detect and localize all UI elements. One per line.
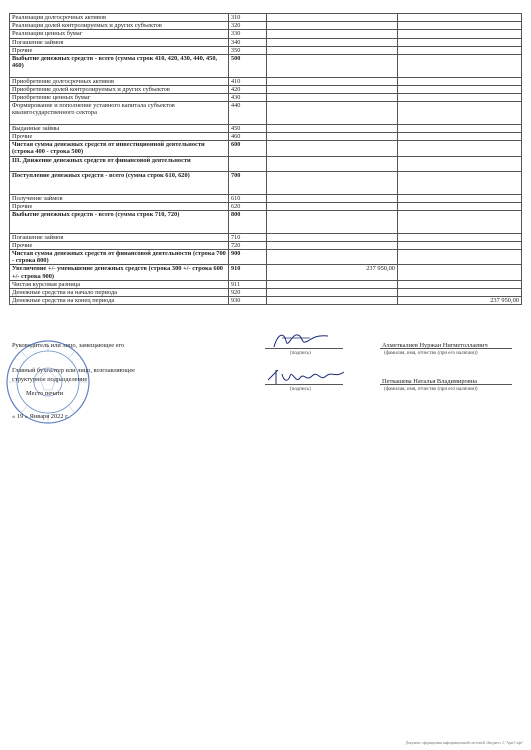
row-name: Погашение займов: [10, 38, 229, 46]
row-previous-value: [398, 172, 522, 195]
row-code: 930: [229, 297, 267, 305]
row-name: Прочие: [10, 202, 229, 210]
table-row: [10, 55, 522, 78]
row-name: Получение займов: [10, 194, 229, 202]
row-previous-value: [398, 202, 522, 210]
row-current-value: [267, 14, 398, 22]
row-previous-value: [398, 156, 522, 171]
row-code: 330: [229, 30, 267, 38]
table-row: [10, 156, 522, 171]
table-row: [10, 94, 522, 102]
row-code: 420: [229, 85, 267, 93]
row-previous-value: [398, 124, 522, 132]
row-current-value: [267, 211, 398, 234]
row-code: 720: [229, 241, 267, 249]
row-current-value: [267, 241, 398, 249]
row-name: Реализация ценных бумаг: [10, 30, 229, 38]
row-previous-value: [398, 141, 522, 156]
row-code: 320: [229, 22, 267, 30]
row-current-value: [267, 102, 398, 125]
table-row: [10, 202, 522, 210]
table-row: [10, 77, 522, 85]
row-name: Выданные займы: [10, 124, 229, 132]
row-name: Выбытие денежных средств - всего (сумма строк 410, 420, 430, 440, 450, 460): [10, 55, 229, 78]
row-current-value: [267, 46, 398, 54]
head-signature-caption: (подпись): [290, 351, 311, 356]
row-code: 620: [229, 202, 267, 210]
row-previous-value: [398, 133, 522, 141]
row-previous-value: [398, 250, 522, 265]
head-name: Ахметкалиев Нуржан Нигметоллаевич: [382, 342, 488, 349]
row-code: 800: [229, 211, 267, 234]
row-current-value: [267, 202, 398, 210]
row-name: Поступление денежных средств - всего (сумма строк 610, 620): [10, 172, 229, 195]
head-name-caption: (фамилия, имя, отчество (при его наличии)): [384, 351, 478, 356]
table-row: [10, 85, 522, 93]
row-code: 700: [229, 172, 267, 195]
row-name: III. Движение денежных средств от финансовой деятельности: [10, 156, 229, 171]
row-current-value: [267, 280, 398, 288]
row-current-value: [267, 194, 398, 202]
row-name: Приобретение долгосрочных активов: [10, 77, 229, 85]
row-current-value: [267, 124, 398, 132]
table-row: [10, 172, 522, 195]
row-code: 450: [229, 124, 267, 132]
table-row: [10, 265, 522, 280]
accountant-signature: [266, 366, 348, 388]
row-code: 410: [229, 77, 267, 85]
row-code: 500: [229, 55, 267, 78]
table-row: [10, 38, 522, 46]
row-code: 340: [229, 38, 267, 46]
row-previous-value: [398, 55, 522, 78]
table-row: [10, 30, 522, 38]
table-row: [10, 289, 522, 297]
row-code: 900: [229, 250, 267, 265]
head-title: Руководитель или лицо, замещающее его: [12, 342, 125, 349]
row-name: Чистая сумма денежных средств от финансовой деятельности (строка 700 - строка 800): [10, 250, 229, 265]
table-row: [10, 233, 522, 241]
row-previous-value: [398, 46, 522, 54]
table-body: [10, 14, 522, 305]
row-code: 460: [229, 133, 267, 141]
accountant-title-line1: Главный бухгалтер или лицо, возглавляющее: [12, 367, 136, 374]
head-signature: [270, 329, 332, 351]
table-row: [10, 280, 522, 288]
table-row: [10, 22, 522, 30]
row-previous-value: [398, 265, 522, 280]
row-current-value: [267, 172, 398, 195]
row-current-value: [267, 85, 398, 93]
row-current-value: [267, 133, 398, 141]
table-row: [10, 194, 522, 202]
table-row: [10, 141, 522, 156]
row-current-value: [267, 233, 398, 241]
row-name: Реализация долгосрочных активов: [10, 14, 229, 22]
row-previous-value: [398, 102, 522, 125]
row-name: Прочие: [10, 241, 229, 249]
table-row: [10, 102, 522, 125]
table-row: [10, 297, 522, 305]
row-current-value: [267, 289, 398, 297]
row-previous-value: [398, 233, 522, 241]
row-name: Приобретение ценных бумаг: [10, 94, 229, 102]
table-row: [10, 14, 522, 22]
row-current-value: [267, 250, 398, 265]
cash-flow-table: [9, 13, 522, 305]
row-previous-value: [398, 22, 522, 30]
row-previous-value: [398, 30, 522, 38]
row-previous-value: [398, 194, 522, 202]
row-previous-value: [398, 280, 522, 288]
row-code: 600: [229, 141, 267, 156]
row-name: Погашение займов: [10, 233, 229, 241]
row-name: Приобретение долей контролируемых и других субъектов: [10, 85, 229, 93]
row-name: Денежные средства на конец периода: [10, 297, 229, 305]
row-code: [229, 156, 267, 171]
accountant-signature-caption: (подпись): [290, 387, 311, 392]
table-row: [10, 211, 522, 234]
row-name: Прочие: [10, 46, 229, 54]
row-name: Чистая курсовая разница: [10, 280, 229, 288]
row-name: Увеличение +/- уменьшение денежных средств (строка 300 +/- строка 600 +/- строка 900): [10, 265, 229, 280]
row-name: Реализация долей контролируемых и других субъектов: [10, 22, 229, 30]
row-code: 440: [229, 102, 267, 125]
table-row: [10, 46, 522, 54]
row-previous-value: [398, 38, 522, 46]
row-previous-value: [398, 14, 522, 22]
row-name: Чистая сумма денежных средств от инвестиционной деятельности (строка 400 - строка 500): [10, 141, 229, 156]
row-name: Выбытие денежных средств - всего (сумма строк 710, 720): [10, 211, 229, 234]
stamp-place: Место печати: [26, 390, 64, 397]
row-code: 910: [229, 265, 267, 280]
row-current-value: [267, 22, 398, 30]
row-previous-value: [398, 85, 522, 93]
row-current-value: [267, 141, 398, 156]
row-previous-value: [398, 241, 522, 249]
table-row: [10, 124, 522, 132]
report-date: « 19 » Января 2022 г.: [12, 413, 69, 420]
row-code: 920: [229, 289, 267, 297]
row-previous-value: 237 950,00: [398, 297, 522, 305]
row-code: 710: [229, 233, 267, 241]
row-code: 430: [229, 94, 267, 102]
table-row: [10, 241, 522, 249]
row-code: 911: [229, 280, 267, 288]
row-name: Прочие: [10, 133, 229, 141]
row-current-value: [267, 297, 398, 305]
table-row: [10, 133, 522, 141]
accountant-name: Петкашева Наталья Владимировна: [382, 378, 477, 385]
table-row: [10, 250, 522, 265]
accountant-name-caption: (фамилия, имя, отчество (при его наличии)): [384, 387, 478, 392]
row-name: Формирование и пополнение уставного капитала субъектов квазигосударственного сектора: [10, 102, 229, 125]
row-name: Денежные средства на начало периода: [10, 289, 229, 297]
row-code: 610: [229, 194, 267, 202]
row-code: 350: [229, 46, 267, 54]
row-code: 310: [229, 14, 267, 22]
row-current-value: [267, 77, 398, 85]
row-previous-value: [398, 289, 522, 297]
row-current-value: [267, 156, 398, 171]
row-current-value: 237 950,00: [267, 265, 398, 280]
row-previous-value: [398, 94, 522, 102]
row-current-value: [267, 30, 398, 38]
row-current-value: [267, 55, 398, 78]
accountant-title-line2: структурное подразделение: [12, 376, 88, 383]
row-previous-value: [398, 77, 522, 85]
row-current-value: [267, 38, 398, 46]
footer-note: Документ сформирован информационной системой «Бюджет» © 'Арм-Софт': [405, 741, 523, 745]
row-current-value: [267, 94, 398, 102]
row-previous-value: [398, 211, 522, 234]
